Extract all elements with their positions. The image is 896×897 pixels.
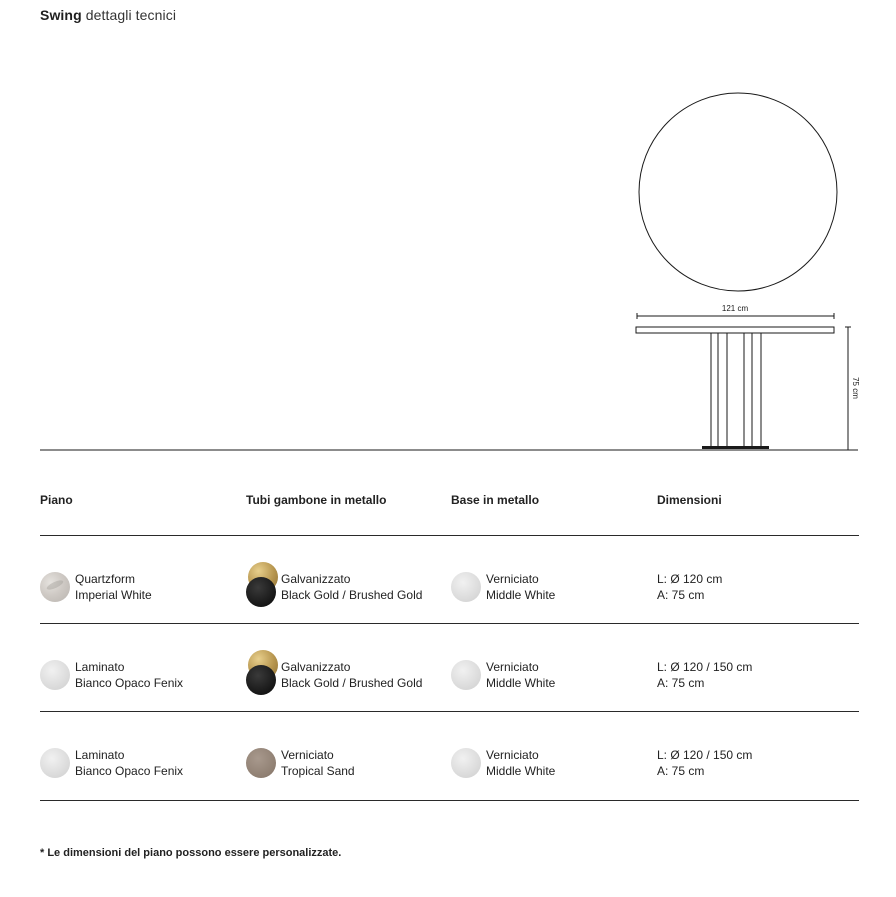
table-divider [40, 623, 859, 624]
dimension-length: L: Ø 120 / 150 cm [657, 748, 753, 762]
dimension-height: A: 75 cm [657, 764, 705, 778]
fenix-white-swatch [40, 660, 70, 690]
middle-white-swatch [451, 572, 481, 602]
piano-finish: Bianco Opaco Fenix [75, 764, 184, 778]
fenix-white-swatch [40, 748, 70, 778]
height-dimension-label: 75 cm [851, 377, 860, 399]
dimension-length: L: Ø 120 / 150 cm [657, 660, 753, 674]
black-gold-swatch [246, 660, 276, 690]
piano-finish: Imperial White [75, 588, 152, 602]
base-finish: Middle White [486, 588, 556, 602]
black-gold-swatch [246, 572, 276, 602]
table-row [40, 724, 860, 812]
piano-material: Laminato [75, 660, 125, 674]
spec-table-header [40, 493, 860, 509]
tubi-material: Galvanizzato [281, 572, 351, 586]
title-subtitle: dettagli tecnici [85, 7, 177, 23]
table-legs [711, 333, 761, 446]
base-material: Verniciato [486, 660, 539, 674]
header-dimensioni: Dimensioni [657, 493, 722, 507]
piano-material: Quartzform [75, 572, 136, 586]
header-tubi: Tubi gambone in metallo [246, 493, 387, 507]
piano-material: Laminato [75, 748, 125, 762]
middle-white-swatch [451, 660, 481, 690]
tubi-material: Verniciato [281, 748, 334, 762]
dimension-height: A: 75 cm [657, 588, 705, 602]
table-divider [40, 800, 859, 801]
table-divider [40, 535, 859, 536]
tropical-sand-swatch [246, 748, 276, 778]
table-divider [40, 711, 859, 712]
base-finish: Middle White [486, 676, 556, 690]
base-material: Verniciato [486, 572, 539, 586]
table-top-view [639, 93, 837, 291]
quartzform-swatch [40, 572, 70, 602]
base-material: Verniciato [486, 748, 539, 762]
tubi-material: Galvanizzato [281, 660, 351, 674]
tubi-finish: Tropical Sand [281, 764, 355, 778]
dimension-height: A: 75 cm [657, 676, 705, 690]
base-finish: Middle White [486, 764, 556, 778]
product-name: Swing [40, 7, 82, 23]
table-base [702, 446, 769, 449]
table-top-side-view [636, 327, 834, 333]
width-dimension-label: 121 cm [721, 304, 749, 313]
tubi-finish: Black Gold / Brushed Gold [281, 588, 423, 602]
piano-finish: Bianco Opaco Fenix [75, 676, 184, 690]
tubi-finish: Black Gold / Brushed Gold [281, 676, 423, 690]
footnote: * Le dimensioni del piano possono essere personalizzate. [40, 847, 342, 859]
dimension-length: L: Ø 120 cm [657, 572, 723, 586]
header-piano: Piano [40, 493, 73, 507]
middle-white-swatch [451, 748, 481, 778]
header-base: Base in metallo [451, 493, 540, 507]
